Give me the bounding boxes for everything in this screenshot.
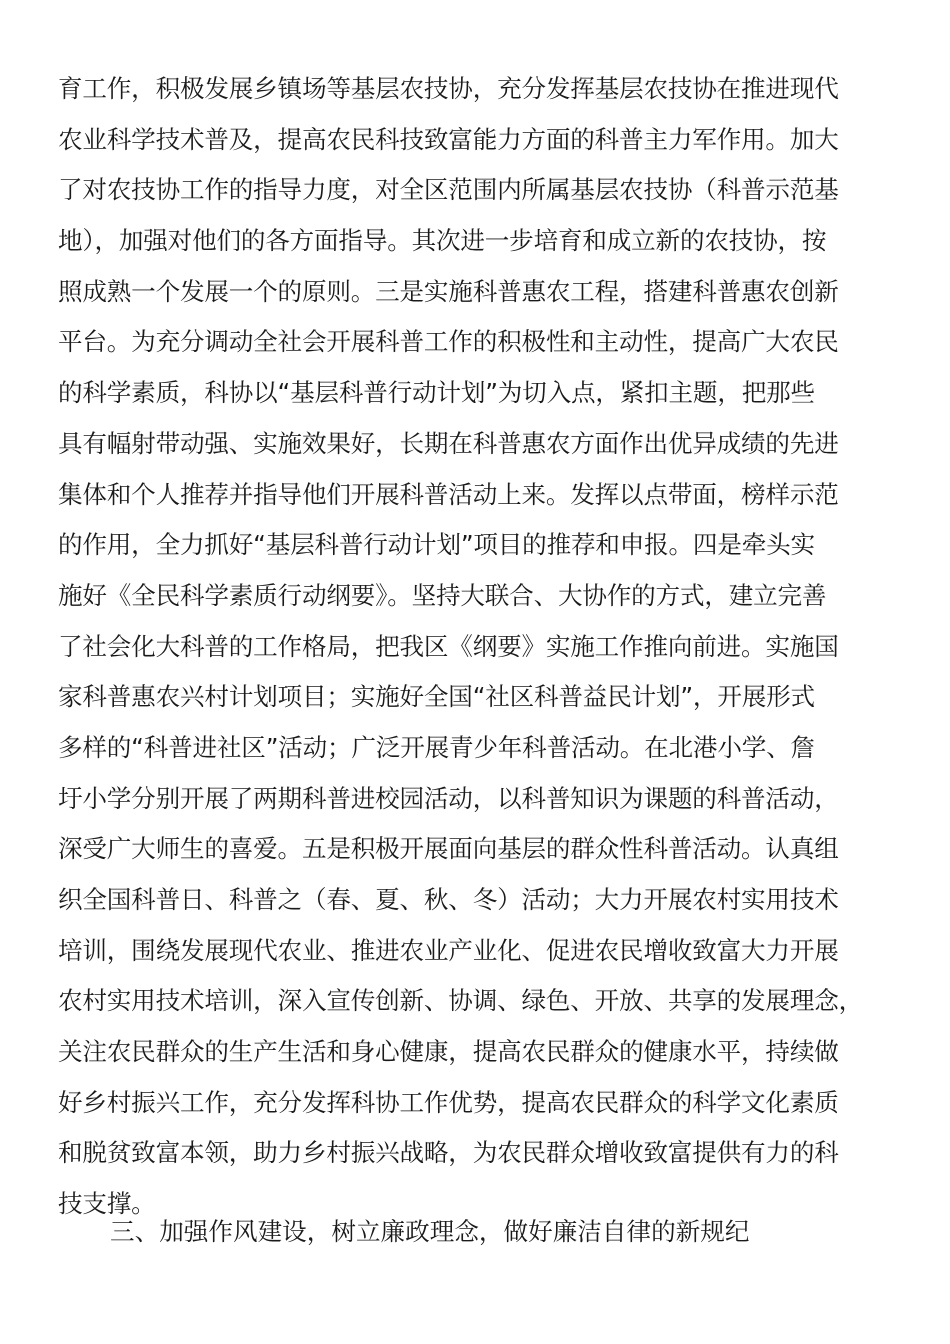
paragraph-line: 了对农技协工作的指导力度，对全区范围内所属基层农技协（科普示范基 [58, 175, 839, 205]
paragraph-line: 织全国科普日、科普之（春、夏、秋、冬）活动；大力开展农村实用技术 [58, 885, 839, 914]
paragraph-line: 施好《全民科学素质行动纲要》。坚持大联合、大协作的方式，建立完善 [58, 580, 827, 610]
paragraph-line: 培训，围绕发展现代农业、推进农业产业化、促进农民增收致富大力开展 [58, 935, 839, 965]
section-heading: 三、加强作风建设，树立廉政理念，做好廉洁自律的新规纪 [110, 1217, 750, 1246]
body-paragraph [58, 64, 892, 1230]
paragraph-line: 的作用，全力抓好“基层科普行动计划”项目的推荐和申报。四是牵头实 [58, 530, 815, 560]
paragraph-line: 和脱贫致富本领，助力乡村振兴战略，为农民群众增收致富提供有力的科 [58, 1138, 839, 1168]
paragraph-line: 农业科学技术普及，提高农民科技致富能力方面的科普主力军作用。加大 [58, 124, 839, 154]
paragraph-line: 育工作，积极发展乡镇场等基层农技协，充分发挥基层农技协在推进现代 [58, 74, 839, 103]
paragraph-line: 关注农民群众的生产生活和身心健康，提高农民群众的健康水平，持续做 [58, 1037, 839, 1067]
paragraph-line: 的科学素质，科协以“基层科普行动计划”为切入点，紧扣主题，把那些 [58, 378, 815, 408]
paragraph-line: 圩小学分别开展了两期科普进校园活动，以科普知识为课题的科普活动， [58, 783, 839, 813]
paragraph-line: 技支撑。 [58, 1189, 156, 1219]
paragraph-line: 照成熟一个发展一个的原则。三是实施科普惠农工程，搭建科普惠农创新 [58, 276, 839, 306]
paragraph-line: 农村实用技术培训，深入宣传创新、协调、绿色、开放、共享的发展理念， [58, 986, 863, 1016]
paragraph-line: 地），加强对他们的各方面指导。其次进一步培育和成立新的农技协，按 [58, 226, 827, 256]
paragraph-line: 多样的“科普进社区”活动；广泛开展青少年科普活动。在北港小学、詹 [58, 732, 815, 762]
paragraph-line: 具有幅射带动强、实施效果好，长期在科普惠农方面作出优异成绩的先进 [58, 428, 839, 458]
paragraph-line: 平台。为充分调动全社会开展科普工作的积极性和主动性，提高广大农民 [58, 327, 839, 357]
paragraph-line: 了社会化大科普的工作格局，把我区《纲要》实施工作推向前进。实施国 [58, 631, 839, 661]
paragraph-line: 深受广大师生的喜爱。五是积极开展面向基层的群众性科普活动。认真组 [58, 834, 839, 864]
paragraph-line: 好乡村振兴工作，充分发挥科协工作优势，提高农民群众的科学文化素质 [58, 1087, 839, 1117]
paragraph-line: 集体和个人推荐并指导他们开展科普活动上来。发挥以点带面，榜样示范 [58, 479, 839, 509]
paragraph-line: 家科普惠农兴村计划项目；实施好全国“社区科普益民计划”，开展形式 [58, 682, 815, 712]
